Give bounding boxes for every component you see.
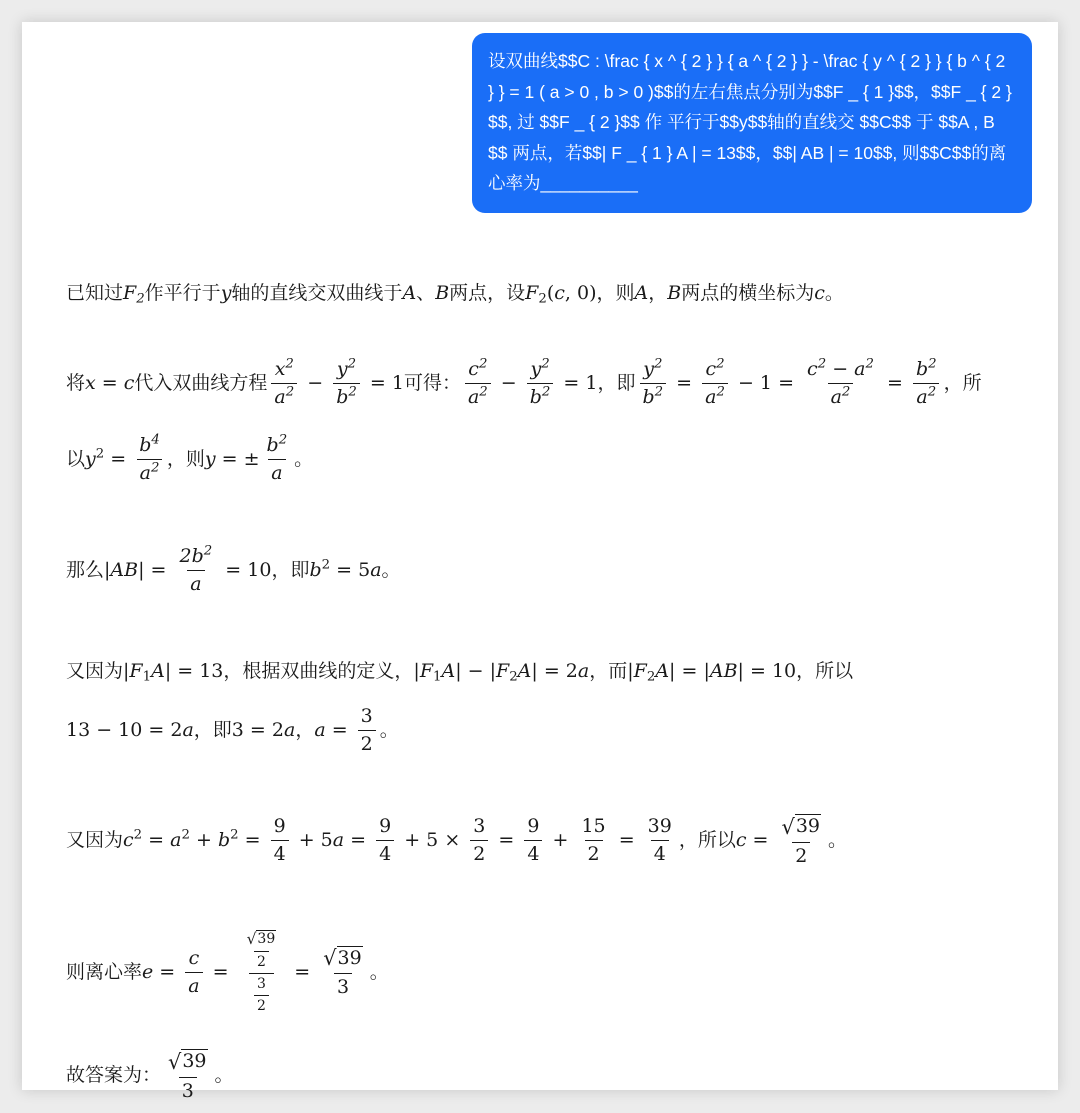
math: − 1 = xyxy=(731,371,801,394)
text: 代入双曲线方程 xyxy=(134,371,268,394)
math-fraction: $\frac{9}{4}$ xyxy=(271,815,289,866)
math: = 1 xyxy=(557,371,598,394)
math-fraction: $\frac{c}{a}$ xyxy=(185,947,202,998)
text: ， xyxy=(648,282,668,304)
question-bubble[interactable]: 设双曲线$$C : \frac { x ^ { 2 } } { a ^ { 2 } } - \frac { y ^ { 2 } } { b ^ { 2 } } = 1 ( a > 0 , b > 0 )$$的左右焦点分别为$$F _ { 1 }$$，$$F _ { 2 }$$, 过 $$F _ { 2 }$$ 作 平行于$$y$$轴的直线交 $$C$$ 于 $$A , B$$ 两点，若$$| F _ { 1 } A | = 13$$，$$| AB | = 10$$, 则$$C$$的离心率为__________ xyxy=(472,33,1032,213)
text: ， xyxy=(295,718,315,741)
text: 、 xyxy=(416,282,436,304)
math-fraction: $\frac{15}{2}$ xyxy=(581,815,606,866)
math-fraction: √ 39 3 xyxy=(168,1049,207,1102)
text: 又因为 xyxy=(66,829,124,852)
math: − xyxy=(301,371,330,394)
answer-paragraph-4 xyxy=(66,545,401,596)
answer-paragraph-3 xyxy=(66,434,313,485)
answer-paragraph-2 xyxy=(66,358,982,409)
math: c = xyxy=(735,829,775,852)
math: $y^2$ = xyxy=(85,446,133,470)
text: 。 xyxy=(379,718,399,741)
math: = xyxy=(670,371,699,394)
text: ，所以 xyxy=(678,829,736,852)
math: x = c xyxy=(85,371,135,394)
text: 。 xyxy=(381,558,401,581)
math-fraction: $\frac{9}{4}$ xyxy=(376,815,394,866)
math: $|F_2A| = |AB| = 10$ xyxy=(627,660,797,685)
math-fraction: $\frac{b^4}{a^2}$ xyxy=(136,434,163,485)
math-fraction: $\frac{y^2}{b^2}$ xyxy=(640,358,667,409)
math: + 5 × xyxy=(398,829,467,852)
math: y = ± xyxy=(204,447,260,470)
math: A xyxy=(634,282,649,304)
chat-card xyxy=(22,22,1058,1102)
text: ，即 xyxy=(271,558,310,581)
math: 13 − 10 = 2a xyxy=(66,718,194,741)
answer-paragraph-9 xyxy=(66,1049,234,1102)
math: = xyxy=(612,829,641,852)
text: ，所以 xyxy=(796,660,854,682)
text: 。 xyxy=(369,960,389,983)
text: ，所 xyxy=(943,371,982,394)
math-fraction: $\frac{c^2}{a^2}$ xyxy=(702,358,728,409)
text: 则离心率 xyxy=(66,960,143,983)
math: $c^2 = a^2 + b^2$ = xyxy=(123,827,267,852)
math-fraction: $\frac{b^2}{a}$ xyxy=(266,432,288,484)
answer-paragraph-5 xyxy=(66,656,853,686)
text: 那么 xyxy=(66,558,105,581)
text: 轴的直线交双曲线于 xyxy=(231,282,403,304)
text: 两点，设 xyxy=(449,282,526,304)
math: B xyxy=(435,282,450,304)
text: ，即 xyxy=(597,371,636,394)
math-fraction: $\frac{y^2}{b^2}$ xyxy=(527,358,554,409)
math: $|F_1A| - |F_2A| = 2a$ xyxy=(413,660,590,685)
answer-paragraph-8 xyxy=(66,930,389,1015)
math-fraction: √ 39 2 xyxy=(781,814,821,867)
math: B xyxy=(667,282,682,304)
math-fraction: $\frac{3}{2}$ xyxy=(358,705,376,756)
text: 两点的横坐标为 xyxy=(681,282,815,304)
math-fraction: $\frac{2b^2}{a}$ xyxy=(179,543,213,595)
math-fraction: $\frac{b^2}{a^2}$ xyxy=(913,358,940,409)
math-fraction: $\frac{c^2 - a^2}{a^2}$ xyxy=(807,356,874,408)
text: 。 xyxy=(824,282,844,304)
text: ，则 xyxy=(166,447,205,470)
text: ，根据双曲线的定义， xyxy=(223,660,414,682)
answer-paragraph-7 xyxy=(66,814,847,867)
text: 可得： xyxy=(403,371,461,394)
math-fraction: $\frac{3}{2}$ xyxy=(470,815,488,866)
math: = xyxy=(206,960,235,983)
text: ，而 xyxy=(589,660,628,682)
math: 3 = 2a xyxy=(231,718,296,741)
text: 故答案为： xyxy=(66,1064,162,1087)
text: 已知过 xyxy=(66,282,124,304)
math: A xyxy=(402,282,417,304)
answer-paragraph-6 xyxy=(66,705,399,756)
math-fraction: $\frac{9}{4}$ xyxy=(524,815,542,866)
math: = xyxy=(288,960,317,983)
math: + xyxy=(546,829,575,852)
math: = 1 xyxy=(363,371,404,394)
math: − xyxy=(494,371,523,394)
math: c xyxy=(814,282,825,304)
math: $|F_1A| = 13$ xyxy=(123,660,224,685)
text: 。 xyxy=(828,829,848,852)
math: = xyxy=(492,829,521,852)
math-fraction: √ 39 2 $\frac{3}{2}$ xyxy=(246,930,276,1014)
math: $F_2(c$, 0) xyxy=(525,282,597,307)
math: + 5a = xyxy=(292,829,373,852)
text: 。 xyxy=(214,1064,234,1087)
math: e = xyxy=(142,960,182,983)
math: $b^2 = 5a$ xyxy=(309,557,382,581)
math-fraction: $\frac{c^2}{a^2}$ xyxy=(465,358,491,409)
text: 作平行于 xyxy=(144,282,221,304)
math-fraction: $\frac{39}{4}$ xyxy=(647,815,672,866)
text: ，即 xyxy=(193,718,232,741)
answer-paragraph-1 xyxy=(66,278,844,308)
math-fraction: √ 39 3 xyxy=(323,946,362,999)
math: = 10 xyxy=(219,558,272,581)
math: = xyxy=(880,371,909,394)
math-fraction: $\frac{x^2}{a^2}$ xyxy=(271,358,297,409)
math: $F_2$ xyxy=(123,282,145,307)
text: 将 xyxy=(66,371,86,394)
math: |AB| = xyxy=(104,558,173,581)
math: a = xyxy=(314,718,354,741)
text: 。 xyxy=(294,447,314,470)
text: ，则 xyxy=(596,282,635,304)
text: 又因为 xyxy=(66,660,124,682)
text: 以 xyxy=(66,447,86,470)
math: y xyxy=(220,282,232,304)
math-fraction: $\frac{y^2}{b^2}$ xyxy=(333,358,360,409)
